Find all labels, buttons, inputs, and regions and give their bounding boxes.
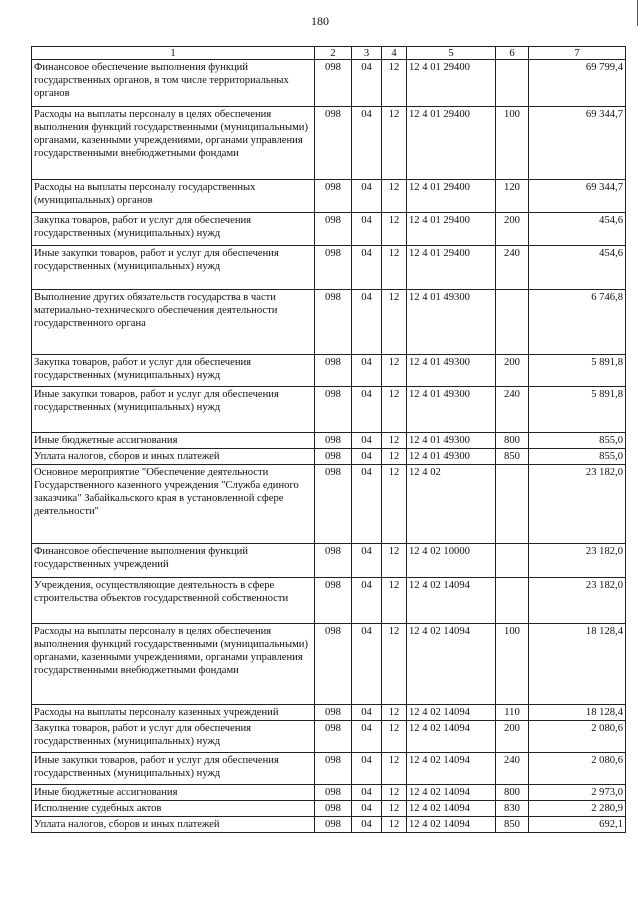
table-row (32, 180, 626, 213)
row-code-2: 098 (315, 544, 352, 578)
row-code-2: 098 (315, 578, 352, 624)
row-code-2: 098 (315, 785, 352, 801)
table-row (32, 355, 626, 387)
row-code-3: 04 (352, 433, 382, 449)
table-row (32, 705, 626, 721)
row-expense-type (496, 60, 529, 107)
row-expense-type (496, 465, 529, 544)
row-code-3: 04 (352, 721, 382, 753)
column-header: 3 (352, 47, 382, 60)
row-code-2: 098 (315, 246, 352, 290)
row-name: Финансовое обеспечение выполнения функций государственных органов, в том числе территориальных органов (32, 60, 315, 107)
row-target-code: 12 4 02 10000 (407, 544, 496, 578)
row-expense-type: 100 (496, 107, 529, 180)
row-code-2: 098 (315, 465, 352, 544)
row-code-4: 12 (382, 387, 407, 433)
column-header: 1 (32, 47, 315, 60)
row-code-4: 12 (382, 107, 407, 180)
row-target-code: 12 4 02 14094 (407, 817, 496, 833)
row-name: Расходы на выплаты персоналу казенных учреждений (32, 705, 315, 721)
row-target-code: 12 4 01 49300 (407, 387, 496, 433)
row-expense-type: 850 (496, 449, 529, 465)
table-row (32, 465, 626, 544)
row-code-3: 04 (352, 107, 382, 180)
row-code-4: 12 (382, 433, 407, 449)
column-header: 7 (529, 47, 626, 60)
row-code-2: 098 (315, 624, 352, 705)
row-expense-type: 120 (496, 180, 529, 213)
row-code-4: 12 (382, 801, 407, 817)
row-code-3: 04 (352, 465, 382, 544)
row-expense-type: 240 (496, 753, 529, 785)
row-code-4: 12 (382, 578, 407, 624)
row-name: Уплата налогов, сборов и иных платежей (32, 449, 315, 465)
row-amount: 18 128,4 (529, 705, 626, 721)
row-name: Расходы на выплаты персоналу в целях обеспечения выполнения функций государственными (муниципальными) органами, казенными учреждениями, органами управления государственными внебюджетными фондами (32, 624, 315, 705)
row-code-2: 098 (315, 801, 352, 817)
row-code-4: 12 (382, 246, 407, 290)
row-code-2: 098 (315, 355, 352, 387)
table-row (32, 721, 626, 753)
row-code-2: 098 (315, 180, 352, 213)
row-expense-type: 240 (496, 246, 529, 290)
row-amount: 2 280,9 (529, 801, 626, 817)
row-code-4: 12 (382, 785, 407, 801)
row-code-2: 098 (315, 817, 352, 833)
row-code-2: 098 (315, 387, 352, 433)
budget-table (31, 46, 626, 833)
row-target-code: 12 4 02 14094 (407, 801, 496, 817)
table-row (32, 246, 626, 290)
row-code-2: 098 (315, 213, 352, 246)
row-expense-type: 830 (496, 801, 529, 817)
page-edge-line (637, 0, 638, 26)
row-target-code: 12 4 01 29400 (407, 213, 496, 246)
row-expense-type: 240 (496, 387, 529, 433)
row-amount: 23 182,0 (529, 544, 626, 578)
table-row (32, 817, 626, 833)
row-expense-type: 200 (496, 213, 529, 246)
table-row (32, 107, 626, 180)
row-code-4: 12 (382, 290, 407, 355)
row-code-4: 12 (382, 449, 407, 465)
row-target-code: 12 4 02 14094 (407, 721, 496, 753)
row-name: Выполнение других обязательств государства в части материально-технического обеспечения деятельности государственного органа (32, 290, 315, 355)
row-code-4: 12 (382, 355, 407, 387)
row-code-4: 12 (382, 817, 407, 833)
row-amount: 692,1 (529, 817, 626, 833)
row-target-code: 12 4 01 29400 (407, 60, 496, 107)
row-code-3: 04 (352, 624, 382, 705)
row-amount: 69 344,7 (529, 180, 626, 213)
column-header: 4 (382, 47, 407, 60)
row-expense-type: 200 (496, 721, 529, 753)
row-code-3: 04 (352, 213, 382, 246)
row-code-2: 098 (315, 60, 352, 107)
row-target-code: 12 4 02 14094 (407, 705, 496, 721)
row-code-3: 04 (352, 387, 382, 433)
row-name: Расходы на выплаты персоналу в целях обеспечения выполнения функций государственными (муниципальными) органами, казенными учреждениями, органами управления государственными внебюджетными фондами (32, 107, 315, 180)
row-amount: 6 746,8 (529, 290, 626, 355)
row-expense-type: 800 (496, 785, 529, 801)
row-amount: 18 128,4 (529, 624, 626, 705)
row-name: Иные бюджетные ассигнования (32, 433, 315, 449)
table-row (32, 433, 626, 449)
row-code-4: 12 (382, 465, 407, 544)
table-header-row (32, 47, 626, 60)
row-amount: 855,0 (529, 433, 626, 449)
row-code-4: 12 (382, 705, 407, 721)
row-code-3: 04 (352, 60, 382, 107)
row-name: Иные закупки товаров, работ и услуг для обеспечения государственных (муниципальных) нужд (32, 753, 315, 785)
table-row (32, 213, 626, 246)
row-name: Закупка товаров, работ и услуг для обеспечения государственных (муниципальных) нужд (32, 721, 315, 753)
row-code-3: 04 (352, 449, 382, 465)
row-amount: 69 344,7 (529, 107, 626, 180)
row-name: Расходы на выплаты персоналу государственных (муниципальных) органов (32, 180, 315, 213)
row-code-4: 12 (382, 180, 407, 213)
row-target-code: 12 4 01 49300 (407, 355, 496, 387)
row-amount: 454,6 (529, 213, 626, 246)
row-name: Иные закупки товаров, работ и услуг для обеспечения государственных (муниципальных) нужд (32, 246, 315, 290)
table-row (32, 544, 626, 578)
row-code-3: 04 (352, 578, 382, 624)
table-row (32, 624, 626, 705)
row-name: Уплата налогов, сборов и иных платежей (32, 817, 315, 833)
table-row (32, 753, 626, 785)
row-amount: 2 080,6 (529, 753, 626, 785)
table-row (32, 449, 626, 465)
row-target-code: 12 4 02 14094 (407, 578, 496, 624)
row-code-3: 04 (352, 785, 382, 801)
row-name: Учреждения, осуществляющие деятельность в сфере строительства объектов государственной собственности (32, 578, 315, 624)
row-name: Исполнение судебных актов (32, 801, 315, 817)
row-target-code: 12 4 02 14094 (407, 624, 496, 705)
row-amount: 69 799,4 (529, 60, 626, 107)
row-code-3: 04 (352, 817, 382, 833)
row-expense-type: 200 (496, 355, 529, 387)
row-amount: 454,6 (529, 246, 626, 290)
row-name: Иные закупки товаров, работ и услуг для обеспечения государственных (муниципальных) нужд (32, 387, 315, 433)
row-expense-type (496, 578, 529, 624)
row-code-4: 12 (382, 753, 407, 785)
row-code-4: 12 (382, 624, 407, 705)
row-target-code: 12 4 02 14094 (407, 753, 496, 785)
row-amount: 855,0 (529, 449, 626, 465)
table-row (32, 387, 626, 433)
row-amount: 23 182,0 (529, 465, 626, 544)
row-target-code: 12 4 01 29400 (407, 180, 496, 213)
row-amount: 2 973,0 (529, 785, 626, 801)
row-code-4: 12 (382, 544, 407, 578)
row-code-4: 12 (382, 721, 407, 753)
row-amount: 2 080,6 (529, 721, 626, 753)
row-code-3: 04 (352, 290, 382, 355)
row-target-code: 12 4 01 29400 (407, 107, 496, 180)
row-code-3: 04 (352, 801, 382, 817)
row-expense-type (496, 290, 529, 355)
table-row (32, 785, 626, 801)
column-header: 2 (315, 47, 352, 60)
row-code-3: 04 (352, 246, 382, 290)
row-code-2: 098 (315, 753, 352, 785)
row-code-3: 04 (352, 544, 382, 578)
row-code-4: 12 (382, 60, 407, 107)
row-code-2: 098 (315, 721, 352, 753)
row-code-3: 04 (352, 705, 382, 721)
row-amount: 23 182,0 (529, 578, 626, 624)
row-name: Закупка товаров, работ и услуг для обеспечения государственных (муниципальных) нужд (32, 355, 315, 387)
row-code-4: 12 (382, 213, 407, 246)
row-amount: 5 891,8 (529, 355, 626, 387)
row-name: Основное мероприятие "Обеспечение деятельности Государственного казенного учреждения "Служба единого заказчика" Забайкальского края в установленной сфере деятельности" (32, 465, 315, 544)
table-row (32, 290, 626, 355)
row-code-3: 04 (352, 180, 382, 213)
row-amount: 5 891,8 (529, 387, 626, 433)
row-code-2: 098 (315, 290, 352, 355)
column-header: 5 (407, 47, 496, 60)
row-name: Иные бюджетные ассигнования (32, 785, 315, 801)
row-expense-type: 110 (496, 705, 529, 721)
row-target-code: 12 4 01 49300 (407, 449, 496, 465)
row-code-2: 098 (315, 449, 352, 465)
row-code-2: 098 (315, 107, 352, 180)
row-code-3: 04 (352, 753, 382, 785)
column-header: 6 (496, 47, 529, 60)
row-expense-type: 800 (496, 433, 529, 449)
row-expense-type: 100 (496, 624, 529, 705)
row-target-code: 12 4 01 49300 (407, 290, 496, 355)
row-target-code: 12 4 01 49300 (407, 433, 496, 449)
table-row (32, 801, 626, 817)
table-row (32, 578, 626, 624)
row-code-3: 04 (352, 355, 382, 387)
table-body (32, 60, 626, 833)
row-code-2: 098 (315, 705, 352, 721)
page-number: 180 (311, 14, 329, 28)
row-expense-type: 850 (496, 817, 529, 833)
row-code-2: 098 (315, 433, 352, 449)
row-name: Закупка товаров, работ и услуг для обеспечения государственных (муниципальных) нужд (32, 213, 315, 246)
row-expense-type (496, 544, 529, 578)
table-row (32, 60, 626, 107)
row-target-code: 12 4 02 (407, 465, 496, 544)
row-target-code: 12 4 02 14094 (407, 785, 496, 801)
row-target-code: 12 4 01 29400 (407, 246, 496, 290)
row-name: Финансовое обеспечение выполнения функций государственных учреждений (32, 544, 315, 578)
